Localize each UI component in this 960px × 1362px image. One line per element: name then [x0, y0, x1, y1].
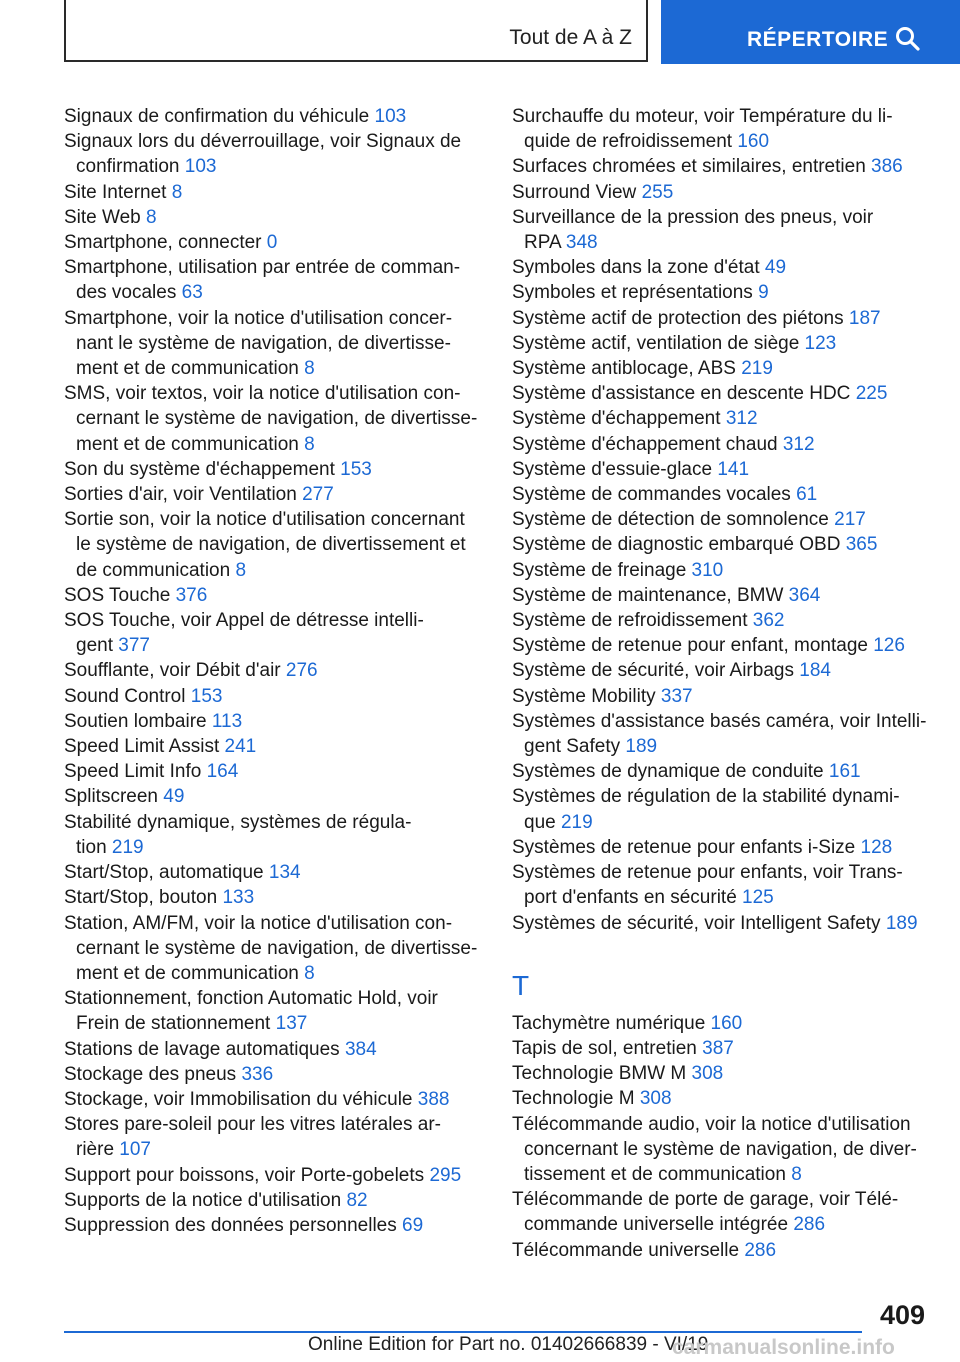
index-entry-continuation: cernant le système de navigation, de divertisse‐: [76, 408, 478, 430]
page-reference-link[interactable]: 153: [340, 458, 372, 480]
index-entry-text: Télécommande audio, voir la notice d'utilisation: [512, 1113, 911, 1135]
index-entry-text: Smartphone, connecter: [64, 232, 267, 254]
index-entry: [512, 180, 932, 205]
page-reference-link[interactable]: 336: [241, 1063, 274, 1085]
index-entry: [512, 1036, 932, 1061]
page-reference-link[interactable]: 277: [302, 484, 334, 506]
page-reference-link[interactable]: 225: [855, 383, 888, 405]
index-entry: [512, 684, 932, 709]
page-reference-link[interactable]: 312: [782, 433, 815, 455]
index-entry-text: Tapis de sol, entretien: [512, 1037, 697, 1059]
index-entry-text: Technologie M: [512, 1088, 635, 1110]
index-entry-text: Signaux lors du déverrouillage, voir Signaux de: [64, 131, 462, 153]
index-entry-text: Symboles et représentations: [512, 282, 753, 304]
index-entry-text: Systèmes de régulation de la stabilité dynami‐: [512, 786, 900, 808]
page-reference-link[interactable]: 107: [119, 1139, 151, 1161]
page-reference-link[interactable]: 63: [181, 282, 203, 304]
index-entry-text: Smartphone, utilisation par entrée de comman‐: [64, 257, 461, 279]
page-reference-link[interactable]: 8: [146, 206, 157, 228]
index-entry-text: Système d'assistance en descente HDC: [512, 383, 851, 405]
page-reference-link[interactable]: 61: [796, 484, 818, 506]
index-entry-continuation: le système de navigation, de divertissement et: [76, 534, 466, 556]
index-entry-continuation: tissement et de communication: [524, 1163, 786, 1185]
index-entry: [64, 507, 484, 583]
index-entry-text: Tachymètre numérique: [512, 1012, 706, 1034]
index-entry-text: Sound Control: [64, 685, 186, 707]
index-entry: [512, 608, 932, 633]
page-reference-link[interactable]: 137: [275, 1013, 308, 1035]
index-entry-continuation: ment et de communication: [76, 433, 299, 455]
index-entry-text: Surround View: [512, 181, 637, 203]
search-icon: [895, 26, 921, 52]
page-reference-link[interactable]: 8: [235, 559, 247, 581]
index-entry-text: Systèmes de sécurité, voir Intelligent Safety: [512, 912, 881, 934]
index-entry-text: Système d'essuie-glace: [512, 458, 713, 480]
index-entry-text: Smartphone, voir la notice d'utilisation concer‐: [64, 307, 453, 329]
index-entry-text: Suppression des données personnelles: [64, 1214, 397, 1236]
index-entry: [512, 860, 932, 910]
page-reference-link[interactable]: 82: [346, 1189, 368, 1211]
index-column-left: [64, 104, 484, 1238]
index-entry-text: Stabilité dynamique, systèmes de régula‐: [64, 811, 412, 833]
index-entry: [512, 835, 932, 860]
index-entry: [64, 1213, 484, 1238]
page-reference-link[interactable]: 126: [873, 635, 905, 657]
index-entry: [512, 658, 932, 683]
index-entry-continuation: des vocales: [76, 282, 177, 304]
page-reference-link[interactable]: 312: [725, 408, 758, 430]
page-reference-link[interactable]: 348: [565, 232, 598, 254]
index-entry-text: Systèmes d'assistance basés caméra, voir Intelli‐: [512, 710, 927, 732]
index-entry-continuation: cernant le système de navigation, de divertisse‐: [76, 937, 478, 959]
page-reference-link[interactable]: 8: [791, 1163, 802, 1185]
index-entry: [512, 104, 932, 154]
index-entry-continuation: concernant le système de navigation, de diver‐: [524, 1138, 917, 1160]
page-reference-link[interactable]: 8: [171, 181, 183, 203]
index-entry: [64, 608, 484, 658]
tab-repertoire-label: RÉPERTOIRE: [747, 28, 889, 51]
page-reference-link[interactable]: 255: [641, 181, 674, 203]
page-reference-link[interactable]: 0: [266, 232, 278, 254]
index-entry-text: Stores pare-soleil pour les vitres latérales ar‐: [64, 1114, 441, 1136]
index-entry-text: SMS, voir textos, voir la notice d'utilisation con‐: [64, 383, 461, 405]
index-entry-text: Système Mobility: [512, 685, 656, 707]
index-entry: [64, 1188, 484, 1213]
index-entry: [64, 709, 484, 734]
index-entry: [64, 129, 484, 179]
page-reference-link[interactable]: 286: [744, 1239, 777, 1261]
page-reference-link[interactable]: 164: [206, 761, 239, 783]
index-entry-text: Symboles dans la zone d'état: [512, 257, 760, 279]
page-reference-link[interactable]: 388: [417, 1088, 450, 1110]
page-reference-link[interactable]: 184: [799, 660, 831, 682]
page-number: 409: [880, 1300, 926, 1330]
index-entry-text: Système de détection de somnolence: [512, 509, 829, 531]
index-entry: [512, 507, 932, 532]
page-reference-link[interactable]: 377: [118, 635, 150, 657]
index-entry: [64, 885, 484, 910]
index-entry-text: Système de maintenance, BMW: [512, 584, 784, 606]
index-entry: [512, 709, 932, 759]
index-entry: [512, 759, 932, 784]
index-entry: [64, 306, 484, 382]
page-reference-link[interactable]: 308: [691, 1063, 724, 1085]
index-entry-continuation: tion: [76, 836, 107, 858]
page-reference-link[interactable]: 295: [429, 1164, 462, 1186]
index-entry-text: Sorties d'air, voir Ventilation: [64, 484, 297, 506]
page-reference-link[interactable]: 310: [691, 559, 724, 581]
page-reference-link[interactable]: 125: [742, 887, 774, 909]
page-reference-link[interactable]: 69: [402, 1214, 424, 1236]
index-list-t: [512, 1011, 932, 1263]
index-entry-text: Supports de la notice d'utilisation: [64, 1189, 342, 1211]
index-entry-text: Systèmes de retenue pour enfants, voir Trans‐: [512, 862, 903, 884]
index-entry-continuation: Frein de stationnement: [76, 1013, 271, 1035]
index-entry-text: Télécommande universelle: [512, 1239, 740, 1261]
page-reference-link[interactable]: 362: [752, 610, 785, 632]
index-entry-text: Surfaces chromées et similaires, entretien: [512, 156, 866, 178]
index-entry-continuation: rière: [76, 1139, 115, 1161]
top-navigation: [0, 0, 960, 66]
index-entry-text: Système antiblocage, ABS: [512, 358, 736, 380]
tab-a-to-z-label: Tout de A à Z: [509, 26, 632, 49]
index-entry: [512, 1011, 932, 1036]
footer-divider: [64, 1331, 862, 1333]
index-entry-continuation: commande universelle intégrée: [524, 1214, 789, 1236]
index-entry: [512, 280, 932, 305]
index-entry-text: Système de diagnostic embarqué OBD: [512, 534, 841, 556]
index-entry-text: Technologie BMW M: [512, 1063, 687, 1085]
index-entry: [64, 1087, 484, 1112]
page-reference-link[interactable]: 286: [793, 1214, 826, 1236]
index-entry-text: Speed Limit Assist: [64, 736, 220, 758]
page-reference-link[interactable]: 134: [268, 862, 301, 884]
index-entry: [512, 482, 932, 507]
index-entry-continuation: que: [524, 811, 556, 833]
index-entry-text: Sortie son, voir la notice d'utilisation concernant: [64, 509, 465, 531]
index-entry-text: Systèmes de dynamique de conduite: [512, 761, 824, 783]
index-entry-text: Soufflante, voir Débit d'air: [64, 660, 281, 682]
page-reference-link[interactable]: 219: [741, 358, 773, 380]
page-reference-link[interactable]: 49: [764, 257, 787, 279]
page-reference-link[interactable]: 103: [184, 156, 217, 178]
index-column-right: [512, 104, 932, 1263]
tab-a-to-z[interactable]: [64, 0, 648, 62]
index-entry: [64, 381, 484, 457]
page-reference-link[interactable]: 219: [111, 836, 144, 858]
index-entry: [512, 306, 932, 331]
page-reference-link[interactable]: 141: [717, 458, 750, 480]
page-reference-link[interactable]: 376: [175, 584, 208, 606]
index-entry: [512, 633, 932, 658]
index-entry-text: Système de commandes vocales: [512, 484, 791, 506]
index-entry: [512, 1238, 932, 1263]
page-reference-link[interactable]: 8: [304, 962, 315, 984]
section-letter-heading: T: [512, 969, 530, 1001]
index-entry-text: Surveillance de la pression des pneus, voir: [512, 206, 874, 228]
index-entry: [512, 1061, 932, 1086]
footer-edition: Online Edition for Part no. 01402666839 - VI/19: [308, 1334, 709, 1355]
index-entry: [512, 911, 932, 936]
index-entry-continuation: quide de refroidissement: [524, 131, 733, 153]
page-reference-link[interactable]: 219: [560, 811, 593, 833]
index-entry-text: Systèmes de retenue pour enfants i-Size: [512, 836, 856, 858]
page-reference-link[interactable]: 337: [660, 685, 693, 707]
index-entry-continuation: port d'enfants en sécurité: [524, 887, 737, 909]
page-reference-link[interactable]: 153: [190, 685, 223, 707]
index-entry: [64, 658, 484, 683]
page-reference-link[interactable]: 364: [788, 584, 821, 606]
index-entry-text: Télécommande de porte de garage, voir Télé‐: [512, 1189, 899, 1211]
page-reference-link[interactable]: 103: [374, 106, 407, 127]
index-list-s-continued: [512, 104, 932, 936]
index-entry-continuation: ment et de communication: [76, 962, 299, 984]
index-entry: [64, 860, 484, 885]
index-entry-text: Start/Stop, bouton: [64, 887, 218, 909]
index-entry-continuation: confirmation: [76, 156, 180, 178]
index-entry: [64, 180, 484, 205]
index-entry-text: Soutien lombaire: [64, 710, 207, 732]
index-entry-text: Surchauffe du moteur, voir Température du li‐: [512, 106, 893, 127]
index-entry-text: Système de refroidissement: [512, 610, 748, 632]
index-entry: [64, 583, 484, 608]
index-entry: [64, 1112, 484, 1162]
page-reference-link[interactable]: 8: [304, 358, 315, 380]
index-entry-text: Signaux de confirmation du véhicule: [64, 106, 370, 127]
page-reference-link[interactable]: 128: [860, 836, 893, 858]
index-entry: [64, 457, 484, 482]
index-entry-text: Splitscreen: [64, 786, 158, 808]
index-entry: [512, 784, 932, 834]
index-entry-text: Système actif, ventilation de siège: [512, 332, 800, 354]
index-entry: [64, 205, 484, 230]
index-entry: [512, 1112, 932, 1188]
index-entry-continuation: ment et de communication: [76, 358, 299, 380]
index-entry-text: Système de retenue pour enfant, montage: [512, 635, 868, 657]
page-reference-link[interactable]: 49: [163, 786, 185, 808]
index-entry-text: Stockage des pneus: [64, 1063, 237, 1085]
page-reference-link[interactable]: 160: [710, 1012, 743, 1034]
page-reference-link[interactable]: 386: [871, 156, 903, 178]
index-entry: [64, 255, 484, 305]
index-entry-text: Système de sécurité, voir Airbags: [512, 660, 794, 682]
page-reference-link[interactable]: 387: [702, 1037, 734, 1059]
page-reference-link[interactable]: 241: [224, 736, 257, 758]
index-entry-text: SOS Touche: [64, 584, 171, 606]
index-entry: [512, 1187, 932, 1237]
page-reference-link[interactable]: 9: [758, 282, 769, 304]
page-reference-link[interactable]: 123: [804, 332, 837, 354]
index-entry: [512, 457, 932, 482]
index-entry: [64, 1062, 484, 1087]
page-reference-link[interactable]: 384: [344, 1038, 377, 1060]
index-entry-text: Site Web: [64, 206, 141, 228]
page-reference-link[interactable]: 308: [639, 1088, 672, 1110]
index-entry-continuation: RPA: [524, 232, 561, 254]
index-entry-text: Stations de lavage automatiques: [64, 1038, 340, 1060]
index-entry: [64, 810, 484, 860]
index-entry: [64, 230, 484, 255]
index-entry: [64, 986, 484, 1036]
index-entry: [64, 734, 484, 759]
index-entry: [64, 759, 484, 784]
index-entry-continuation: nant le système de navigation, de divertisse‐: [76, 332, 451, 354]
index-entry-text: Speed Limit Info: [64, 761, 202, 783]
index-entry-continuation: de communication: [76, 559, 231, 581]
index-entry: [512, 154, 932, 179]
index-entry-text: SOS Touche, voir Appel de détresse intelli‐: [64, 610, 424, 632]
page-reference-link[interactable]: 133: [222, 887, 255, 909]
index-entry-text: Système d'échappement chaud: [512, 433, 778, 455]
watermark: carmanualsonline.info: [672, 1336, 895, 1359]
index-entry: [64, 1163, 484, 1188]
index-entry-text: Stockage, voir Immobilisation du véhicule: [64, 1088, 413, 1110]
page-reference-link[interactable]: 365: [845, 534, 878, 556]
index-entry: [64, 911, 484, 987]
tab-repertoire[interactable]: [661, 0, 960, 64]
page-reference-link[interactable]: 217: [834, 509, 866, 531]
index-entry: [512, 583, 932, 608]
index-entry-text: Système actif de protection des piétons: [512, 307, 844, 329]
index-entry: [64, 482, 484, 507]
index-entry: [512, 356, 932, 381]
page-reference-link[interactable]: 160: [737, 131, 770, 153]
page-reference-link[interactable]: 113: [211, 710, 243, 732]
index-entry-text: Système de freinage: [512, 559, 687, 581]
index-entry: [64, 1037, 484, 1062]
index-entry-text: Start/Stop, automatique: [64, 862, 264, 884]
index-entry-text: Support pour boissons, voir Porte-gobelets: [64, 1164, 425, 1186]
index-entry-text: Système d'échappement: [512, 408, 721, 430]
index-entry-text: Son du système d'échappement: [64, 458, 335, 480]
index-entry-text: Stationnement, fonction Automatic Hold, voir: [64, 988, 438, 1010]
page-reference-link[interactable]: 187: [848, 307, 881, 329]
page-reference-link[interactable]: 189: [885, 912, 918, 934]
page-reference-link[interactable]: 189: [625, 736, 658, 758]
page-reference-link[interactable]: 276: [285, 660, 318, 682]
page-reference-link[interactable]: 161: [828, 761, 861, 783]
index-entry: [512, 432, 932, 457]
index-entry: [64, 684, 484, 709]
index-entry: [64, 104, 484, 129]
index-entry: [512, 205, 932, 255]
index-entry: [512, 406, 932, 431]
index-entry: [64, 784, 484, 809]
index-entry-continuation: gent Safety: [524, 736, 621, 758]
index-entry-continuation: gent: [76, 635, 113, 657]
index-entry: [512, 532, 932, 557]
index-entry: [512, 381, 932, 406]
index-entry: [512, 558, 932, 583]
index-entry: [512, 255, 932, 280]
index-entry: [512, 1086, 932, 1111]
page-reference-link[interactable]: 8: [304, 433, 315, 455]
index-entry-text: Station, AM/FM, voir la notice d'utilisation con‐: [64, 912, 453, 934]
index-entry-text: Site Internet: [64, 181, 167, 203]
index-entry: [512, 331, 932, 356]
